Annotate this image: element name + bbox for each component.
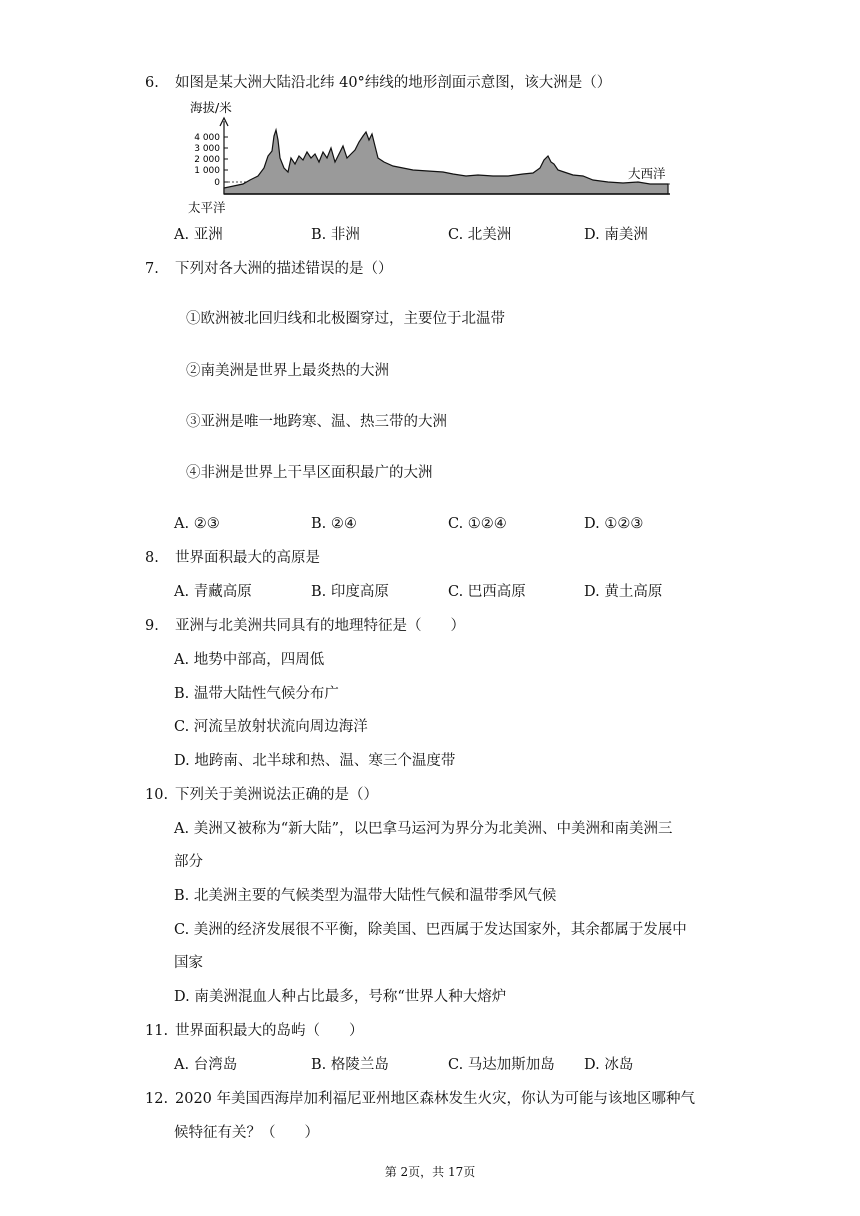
q9-option-c[interactable]: C. 河流呈放射状流向周边海洋 (174, 719, 368, 735)
q7-statement-2: ②南美洲是世界上最炎热的大洲 (186, 363, 389, 379)
question-text: 世界面积最大的岛屿（ ） (175, 1023, 364, 1039)
terrain-profile (224, 130, 668, 194)
question-text: 世界面积最大的高原是 (175, 550, 320, 566)
q6-option-d[interactable]: D. 南美洲 (584, 227, 648, 243)
tick-0: 0 (214, 178, 220, 188)
tick-4000: 4 000 (194, 133, 220, 143)
q10-option-a-cont: 部分 (174, 854, 203, 870)
q7-option-a[interactable]: A. ②③ (174, 516, 220, 532)
question-number: 9. (145, 618, 159, 634)
page-footer: 第 2页，共 17页 (384, 1165, 476, 1179)
q11-option-d[interactable]: D. 冰岛 (584, 1057, 634, 1073)
q10-option-c-cont: 国家 (174, 955, 203, 971)
question-number: 6. (145, 75, 159, 91)
question-number: 11. (145, 1023, 169, 1039)
question-number: 8. (145, 550, 159, 566)
question-text: 亚洲与北美洲共同具有的地理特征是（ ） (175, 618, 465, 634)
q7-option-b[interactable]: B. ②④ (311, 516, 357, 532)
question-8 (145, 548, 320, 568)
tick-2000: 2 000 (194, 155, 220, 165)
q8-option-b[interactable]: B. 印度高原 (311, 584, 389, 600)
q9-option-b[interactable]: B. 温带大陆性气候分布广 (174, 686, 339, 702)
q7-statement-4: ④非洲是世界上干旱区面积最广的大洲 (186, 465, 433, 481)
q7-option-c[interactable]: C. ①②④ (448, 516, 507, 532)
question-number: 10. (145, 787, 169, 803)
q11-option-b[interactable]: B. 格陵兰岛 (311, 1057, 389, 1073)
q11-option-c[interactable]: C. 马达加斯加岛 (448, 1057, 555, 1073)
q6-option-a[interactable]: A. 亚洲 (174, 227, 223, 243)
question-10 (145, 785, 378, 805)
q6-option-b[interactable]: B. 非洲 (311, 227, 360, 243)
pacific-label: 太平洋 (188, 200, 226, 215)
q11-option-a[interactable]: A. 台湾岛 (174, 1057, 238, 1073)
question-text: 下列关于美洲说法正确的是（） (175, 787, 378, 803)
q7-statement-1: ①欧洲被北回归线和北极圈穿过，主要位于北温带 (186, 311, 505, 327)
q10-option-b[interactable]: B. 北美洲主要的气候类型为温带大陆性气候和温带季风气候 (174, 888, 557, 904)
q8-option-c[interactable]: C. 巴西高原 (448, 584, 526, 600)
atlantic-label: 大西洋 (628, 166, 666, 181)
q6-option-c[interactable]: C. 北美洲 (448, 227, 512, 243)
q7-statement-3: ③亚洲是唯一地跨寒、温、热三带的大洲 (186, 414, 447, 430)
q10-option-a[interactable]: A. 美洲又被称为“新大陆”，以巴拿马运河为界分为北美洲、中美洲和南美洲三 (174, 821, 673, 837)
question-number: 7. (145, 261, 159, 277)
question-text: 2020 年美国西海岸加利福尼亚州地区森林发生火灾，你认为可能与该地区哪种气 (175, 1091, 696, 1107)
q9-option-d[interactable]: D. 地跨南、北半球和热、温、寒三个温度带 (174, 753, 456, 769)
tick-1000: 1 000 (194, 166, 220, 176)
q7-option-d[interactable]: D. ①②③ (584, 516, 644, 532)
question-11 (145, 1021, 364, 1041)
question-12-cont: 候特征有关？（ ） (174, 1125, 319, 1141)
question-text: 如图是某大洲大陆沿北纬 40°纬线的地形剖面示意图，该大洲是（） (175, 75, 612, 91)
terrain-profile-figure (188, 96, 678, 218)
q10-option-c[interactable]: C. 美洲的经济发展很不平衡，除美国、巴西属于发达国家外，其余都属于发展中 (174, 922, 687, 938)
q9-option-a[interactable]: A. 地势中部高，四周低 (174, 652, 325, 668)
question-6 (145, 73, 611, 93)
question-7 (145, 259, 393, 279)
tick-3000: 3 000 (194, 144, 220, 154)
question-12 (145, 1089, 695, 1109)
question-9 (145, 616, 465, 636)
q10-option-d[interactable]: D. 南美洲混血人种占比最多，号称“世界人种大熔炉 (174, 989, 507, 1005)
question-number: 12. (145, 1091, 169, 1107)
q8-option-d[interactable]: D. 黄土高原 (584, 584, 663, 600)
question-text: 下列对各大洲的描述错误的是（） (175, 261, 393, 277)
figure-ylabel: 海拔/米 (190, 100, 232, 115)
q8-option-a[interactable]: A. 青藏高原 (174, 584, 252, 600)
